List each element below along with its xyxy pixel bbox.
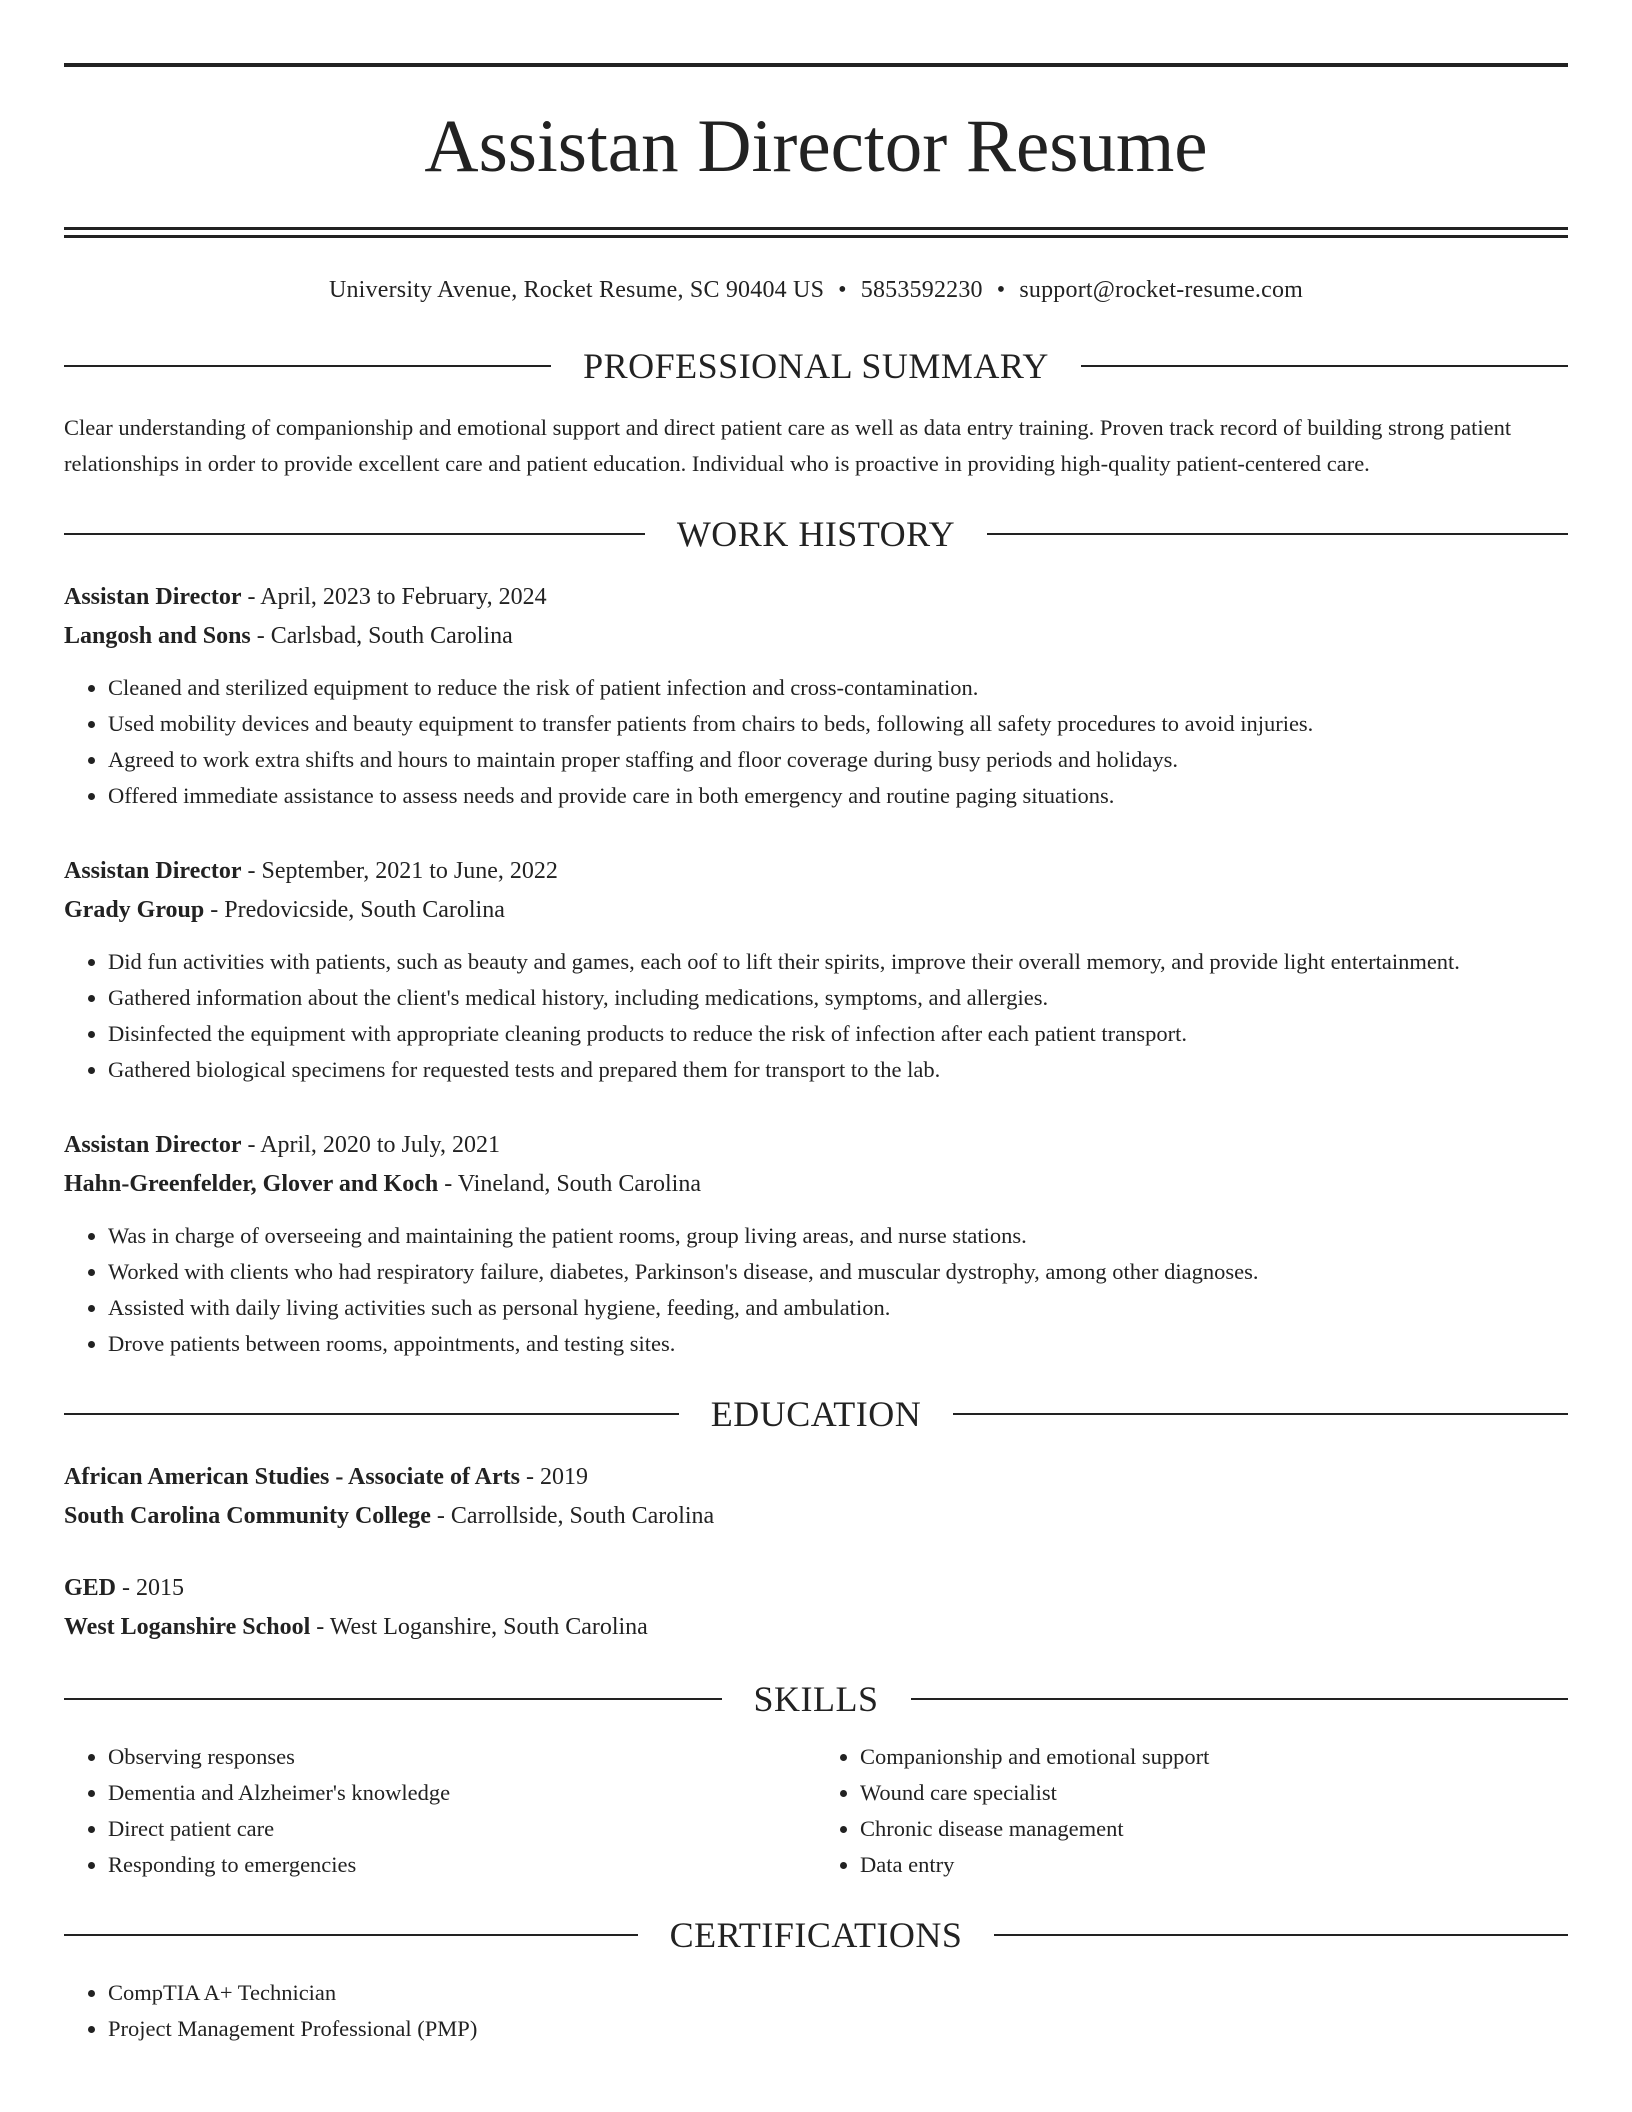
job-dates: - April, 2023 to February, 2024 xyxy=(241,584,547,610)
education-year: - 2015 xyxy=(116,1575,185,1601)
section-title: SKILLS xyxy=(753,1679,879,1719)
list-item: • Dementia and Alzheimer's knowledge xyxy=(108,1775,816,1811)
list-item: • Drove patients between rooms, appointments, and testing sites. xyxy=(108,1326,1568,1362)
list-item: • Gathered biological specimens for requested tests and prepared them for transport to the lab. xyxy=(108,1052,1568,1088)
section-title: WORK HISTORY xyxy=(676,514,956,554)
education-entry xyxy=(64,1458,1568,1536)
job-location: - Vineland, South Carolina xyxy=(438,1171,701,1197)
job-company-line xyxy=(64,1165,1568,1204)
job-entry xyxy=(64,578,1568,814)
heading-rule xyxy=(64,1698,722,1700)
certifications-list xyxy=(64,1975,1568,2047)
job-company-line xyxy=(64,617,1568,656)
job-location: - Carlsbad, South Carolina xyxy=(250,623,513,649)
list-item: • Offered immediate assistance to assess needs and provide care in both emergency and routine paging situations. xyxy=(108,778,1568,814)
education-degree-line xyxy=(64,1569,1568,1608)
heading-rule xyxy=(64,1934,638,1936)
section-title: EDUCATION xyxy=(710,1394,922,1434)
section-heading-skills xyxy=(64,1677,1568,1721)
heading-rule xyxy=(1081,365,1568,367)
job-title-line xyxy=(64,578,1568,617)
heading-rule xyxy=(64,533,645,535)
list-item: • Assisted with daily living activities such as personal hygiene, feeding, and ambulation. xyxy=(108,1290,1568,1326)
job-dates: - September, 2021 to June, 2022 xyxy=(241,858,558,884)
job-entry xyxy=(64,1126,1568,1362)
contact-separator: • xyxy=(838,277,847,303)
education-location: - Carrollside, South Carolina xyxy=(430,1503,715,1529)
job-title: Assistan Director xyxy=(64,858,242,884)
list-item: • Worked with clients who had respiratory failure, diabetes, Parkinson's disease, and muscular dystrophy, among other diagnoses. xyxy=(108,1254,1568,1290)
job-title: Assistan Director xyxy=(64,584,242,610)
heading-rule xyxy=(64,1413,679,1415)
heading-rule xyxy=(987,533,1568,535)
job-title-line xyxy=(64,852,1568,891)
title-double-rule xyxy=(64,227,1568,238)
education-degree: GED xyxy=(64,1575,117,1601)
list-item: • Observing responses xyxy=(108,1739,816,1775)
skills-list-right xyxy=(816,1739,1568,1883)
list-item: • Was in charge of overseeing and maintaining the patient rooms, group living areas, and nurse stations. xyxy=(108,1218,1568,1254)
education-location: - West Loganshire, South Carolina xyxy=(310,1614,648,1640)
contact-line xyxy=(64,274,1568,306)
heading-rule xyxy=(64,365,551,367)
list-item: • Gathered information about the client's medical history, including medications, symptoms, and allergies. xyxy=(108,980,1568,1016)
job-entry xyxy=(64,852,1568,1088)
job-bullets xyxy=(64,1218,1568,1362)
heading-rule xyxy=(911,1698,1569,1700)
heading-rule xyxy=(994,1934,1568,1936)
section-title: CERTIFICATIONS xyxy=(669,1915,963,1955)
job-dates: - April, 2020 to July, 2021 xyxy=(241,1132,500,1158)
page-title: Assistan Director Resume xyxy=(424,105,1208,188)
top-rule xyxy=(64,63,1568,67)
section-title: PROFESSIONAL SUMMARY xyxy=(583,346,1049,386)
contact-address: University Avenue, Rocket Resume, SC 90404 US xyxy=(328,277,825,303)
job-company: Langosh and Sons xyxy=(64,623,251,649)
list-item: • Wound care specialist xyxy=(860,1775,1568,1811)
list-item: • Chronic disease management xyxy=(860,1811,1568,1847)
list-item: • Companionship and emotional support xyxy=(860,1739,1568,1775)
list-item: • Disinfected the equipment with appropriate cleaning products to reduce the risk of infection after each patient transport. xyxy=(108,1016,1568,1052)
list-item: • Used mobility devices and beauty equipment to transfer patients from chairs to beds, following all safety procedures to avoid injuries. xyxy=(108,706,1568,742)
list-item: • Project Management Professional (PMP) xyxy=(108,2011,1568,2047)
summary-text: Clear understanding of companionship and emotional support and direct patient care as well as data entry training. Proven track record of building strong patient relationships in order to provide excellent care and patient education. Individual who is proactive in providing high-quality patient-centered care. xyxy=(64,415,1512,476)
education-school-line xyxy=(64,1497,1568,1536)
job-company-line xyxy=(64,891,1568,930)
education-degree: African American Studies - Associate of Arts xyxy=(64,1464,520,1490)
job-title: Assistan Director xyxy=(64,1132,242,1158)
skills-columns xyxy=(64,1739,1568,1883)
list-item: • Direct patient care xyxy=(108,1811,816,1847)
education-school-line xyxy=(64,1608,1568,1647)
job-company: Grady Group xyxy=(64,897,205,923)
job-bullets xyxy=(64,944,1568,1088)
job-location: - Predovicside, South Carolina xyxy=(204,897,505,923)
heading-rule xyxy=(953,1413,1568,1415)
job-bullets xyxy=(64,670,1568,814)
education-school: South Carolina Community College xyxy=(64,1503,431,1529)
job-title-line xyxy=(64,1126,1568,1165)
contact-email: support@rocket-resume.com xyxy=(1019,277,1304,303)
skills-list-left xyxy=(64,1739,816,1883)
list-item: • Responding to emergencies xyxy=(108,1847,816,1883)
list-item: • Cleaned and sterilized equipment to reduce the risk of patient infection and cross-contamination. xyxy=(108,670,1568,706)
education-degree-line xyxy=(64,1458,1568,1497)
education-year: - 2019 xyxy=(519,1464,588,1490)
list-item: • Did fun activities with patients, such as beauty and games, each oof to lift their spirits, improve their overall memory, and provide light entertainment. xyxy=(108,944,1568,980)
list-item: • Agreed to work extra shifts and hours to maintain proper staffing and floor coverage during busy periods and holidays. xyxy=(108,742,1568,778)
list-item: • Data entry xyxy=(860,1847,1568,1883)
section-heading-certifications xyxy=(64,1913,1568,1957)
section-heading-work xyxy=(64,512,1568,556)
section-heading-education xyxy=(64,1392,1568,1436)
list-item: • CompTIA A+ Technician xyxy=(108,1975,1568,2011)
education-school: West Loganshire School xyxy=(64,1614,311,1640)
contact-phone: 5853592230 xyxy=(860,277,983,303)
section-heading-summary xyxy=(64,344,1568,388)
job-company: Hahn-Greenfelder, Glover and Koch xyxy=(64,1171,439,1197)
education-entry xyxy=(64,1569,1568,1647)
contact-separator: • xyxy=(996,277,1006,303)
